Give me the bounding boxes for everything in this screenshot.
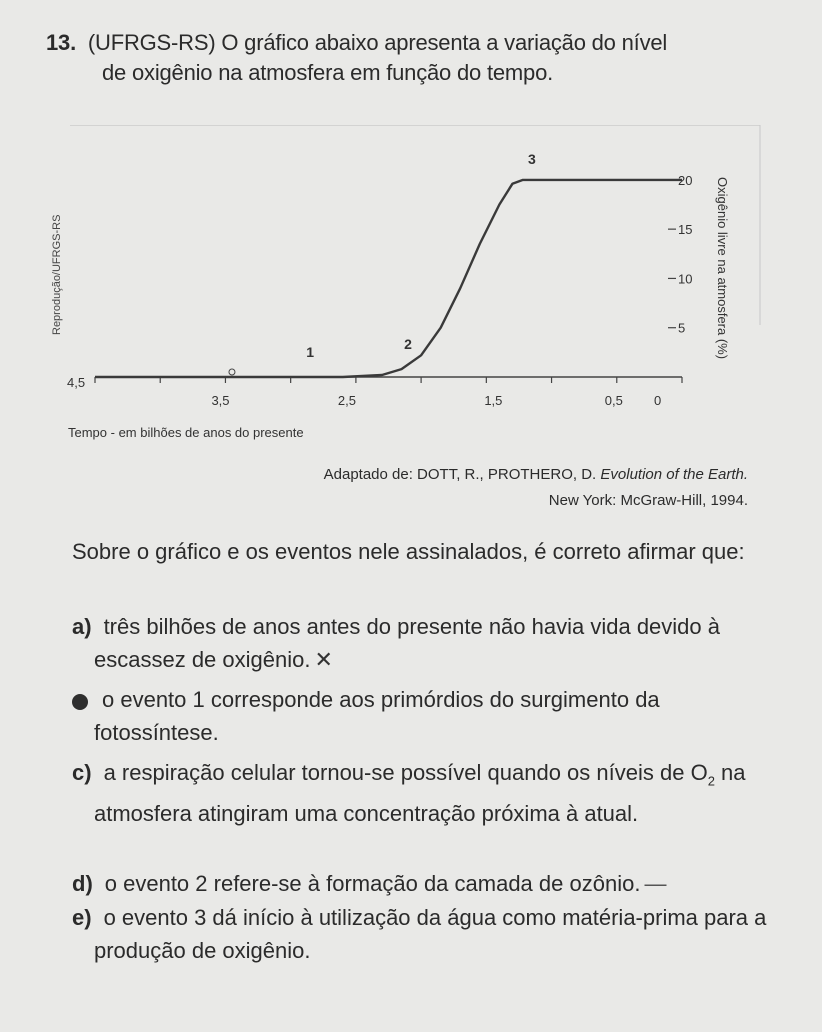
option-b-text: o evento 1 corresponde aos primórdios do surgimento da fotossíntese. xyxy=(94,687,660,745)
oxygen-chart xyxy=(0,125,822,455)
y-tick-label: 15 xyxy=(678,222,693,238)
event-label-2: 2 xyxy=(404,336,412,352)
handwritten-x-mark: ✕ xyxy=(314,647,333,672)
option-e[interactable] xyxy=(72,901,784,967)
option-e-text: o evento 3 dá início à utilização da água como matéria-prima para a produção de oxigênio. xyxy=(94,905,767,963)
x-tick-label: 3,5 xyxy=(211,393,230,408)
event-label-1: 1 xyxy=(306,344,315,360)
option-d-text: o evento 2 refere-se à formação da camada de ozônio. xyxy=(104,871,641,896)
y-tick-label: 5 xyxy=(678,320,686,336)
option-c-text-pre: a respiração celular tornou-se possível quando os níveis de O xyxy=(103,760,708,785)
question-prompt: Sobre o gráfico e os eventos nele assinalados, é correto afirmar que: xyxy=(72,539,745,564)
option-c[interactable] xyxy=(72,756,784,830)
option-a-letter: a) xyxy=(72,614,92,639)
oxygen-series-line xyxy=(95,180,682,377)
credit-prefix: Adaptado de: DOTT, R., PROTHERO, D. xyxy=(323,466,601,483)
credit-title: Evolution of the Earth. xyxy=(600,466,748,483)
option-e-letter: e) xyxy=(72,905,92,930)
x-tick-label: 0,5 xyxy=(604,393,623,408)
credit-publisher: New York: McGraw-Hill, 1994. xyxy=(548,492,748,509)
event-label-3: 3 xyxy=(527,150,536,167)
y-tick-label: 10 xyxy=(678,271,693,287)
x-tick-label: 1,5 xyxy=(484,393,503,408)
x-axis-title: Tempo - em bilhões de anos do presente xyxy=(68,425,304,440)
question-header-line2: de oxigênio na atmosfera em função do tempo. xyxy=(102,60,554,85)
handwritten-dash-mark: — xyxy=(644,871,667,896)
question-number: 13. xyxy=(46,30,76,55)
option-c-subscript: 2 xyxy=(707,773,715,789)
y-tick-label: 20 xyxy=(678,172,693,188)
y-axis-title: Oxigênio livre na atmosfera (%) xyxy=(715,177,730,360)
question-header-line1: (UFRGS-RS) O gráfico abaixo apresenta a variação do nível xyxy=(87,30,668,55)
series-marker xyxy=(229,369,235,375)
x-tick-label: 0 xyxy=(654,393,662,408)
option-d[interactable] xyxy=(72,867,784,900)
option-b[interactable] xyxy=(65,683,784,749)
source-credit xyxy=(324,462,748,514)
option-c-text-post: na atmosfera atingiram uma concentração próxima à atual. xyxy=(94,760,746,827)
question-header xyxy=(46,28,776,88)
option-b-circled-letter: b xyxy=(72,694,88,710)
option-a-text: três bilhões de anos antes do presente não havia vida devido à escassez de oxigênio. xyxy=(94,614,720,672)
option-c-letter: c) xyxy=(72,760,92,785)
x-tick-label: 4,5 xyxy=(67,375,86,390)
option-d-letter: d) xyxy=(72,871,93,896)
x-tick-label: 2,5 xyxy=(337,393,356,408)
option-a[interactable] xyxy=(72,610,784,676)
side-credit-label: Reprodução/UFRGS-RS xyxy=(51,214,63,335)
